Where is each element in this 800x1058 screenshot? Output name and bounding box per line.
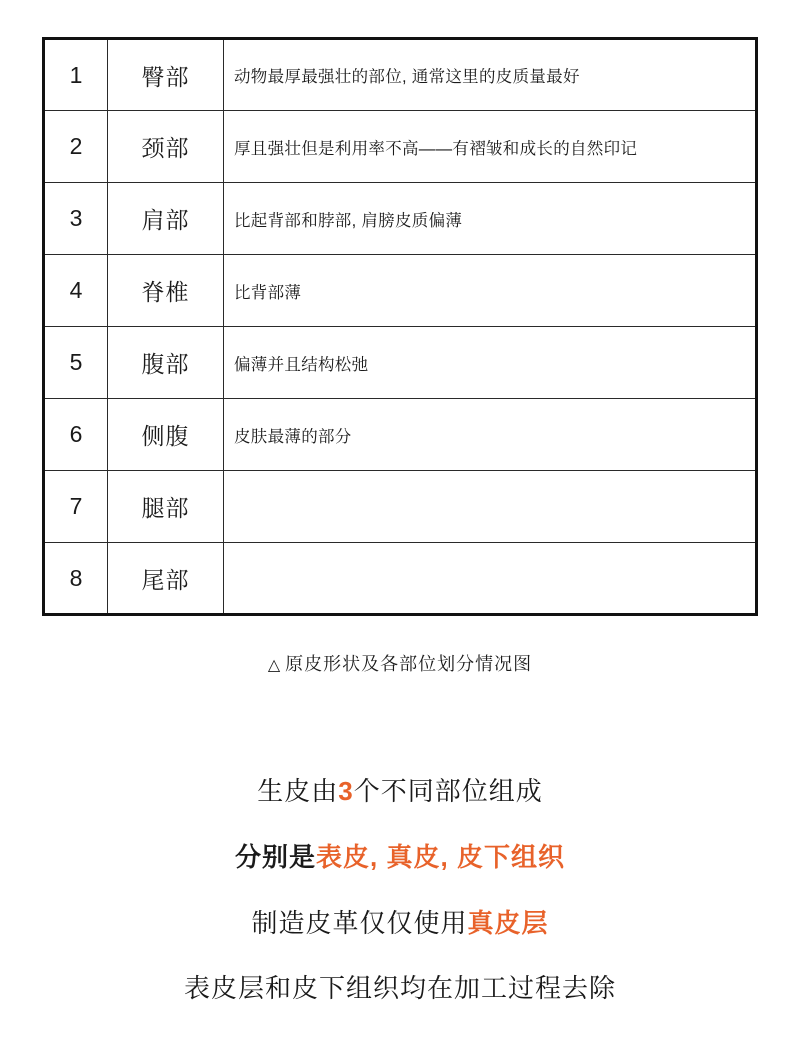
row-description: 动物最厚最强壮的部位, 通常这里的皮质量最好 — [224, 39, 757, 111]
statement-1-highlight: 3 — [338, 776, 354, 806]
statement-line-4 — [0, 972, 800, 1006]
table-row — [44, 255, 757, 327]
row-number: 7 — [44, 471, 108, 543]
row-number: 2 — [44, 111, 108, 183]
row-description — [224, 471, 757, 543]
row-description: 比背部薄 — [224, 255, 757, 327]
row-number: 6 — [44, 399, 108, 471]
triangle-icon: △ — [267, 657, 282, 674]
statement-line-2 — [0, 841, 800, 875]
figure-caption-text: 原皮形状及各部位划分情况图 — [285, 654, 533, 674]
row-part-name: 颈部 — [108, 111, 224, 183]
table-row — [44, 471, 757, 543]
statement-1-part-1: 生皮由 — [257, 776, 339, 806]
statement-3-part-1: 制造皮革仅仅使用 — [251, 907, 468, 938]
row-number: 8 — [44, 543, 108, 615]
figure-caption — [0, 650, 800, 676]
table-row — [44, 399, 757, 471]
row-part-name: 侧腹 — [108, 399, 224, 471]
statement-2-highlight: 表皮, 真皮, 皮下组织 — [316, 841, 565, 872]
table-body — [44, 39, 757, 615]
row-part-name: 脊椎 — [108, 255, 224, 327]
leather-parts-table — [42, 37, 758, 616]
statement-line-3 — [0, 907, 800, 941]
row-number: 1 — [44, 39, 108, 111]
table-row — [44, 39, 757, 111]
row-part-name: 臀部 — [108, 39, 224, 111]
row-description: 比起背部和脖部, 肩膀皮质偏薄 — [224, 183, 757, 255]
statement-block — [0, 775, 800, 1006]
table-row — [44, 111, 757, 183]
row-number: 5 — [44, 327, 108, 399]
row-number: 4 — [44, 255, 108, 327]
table-row — [44, 543, 757, 615]
leather-parts-table-container — [42, 37, 758, 616]
row-part-name: 腿部 — [108, 471, 224, 543]
statement-4-part-1: 表皮层和皮下组织均在加工过程去除 — [183, 973, 616, 1004]
statement-2-part-1: 分别是 — [235, 841, 317, 872]
row-description — [224, 543, 757, 615]
row-description: 偏薄并且结构松弛 — [224, 327, 757, 399]
table-row — [44, 183, 757, 255]
row-part-name: 肩部 — [108, 183, 224, 255]
table-row — [44, 327, 757, 399]
statement-3-highlight: 真皮层 — [467, 907, 549, 938]
row-part-name: 尾部 — [108, 543, 224, 615]
row-number: 3 — [44, 183, 108, 255]
statement-1-part-3: 个不同部位组成 — [353, 776, 543, 806]
row-description: 厚且强壮但是利用率不高——有褶皱和成长的自然印记 — [224, 111, 757, 183]
row-description: 皮肤最薄的部分 — [224, 399, 757, 471]
row-part-name: 腹部 — [108, 327, 224, 399]
statement-line-1 — [0, 775, 800, 809]
